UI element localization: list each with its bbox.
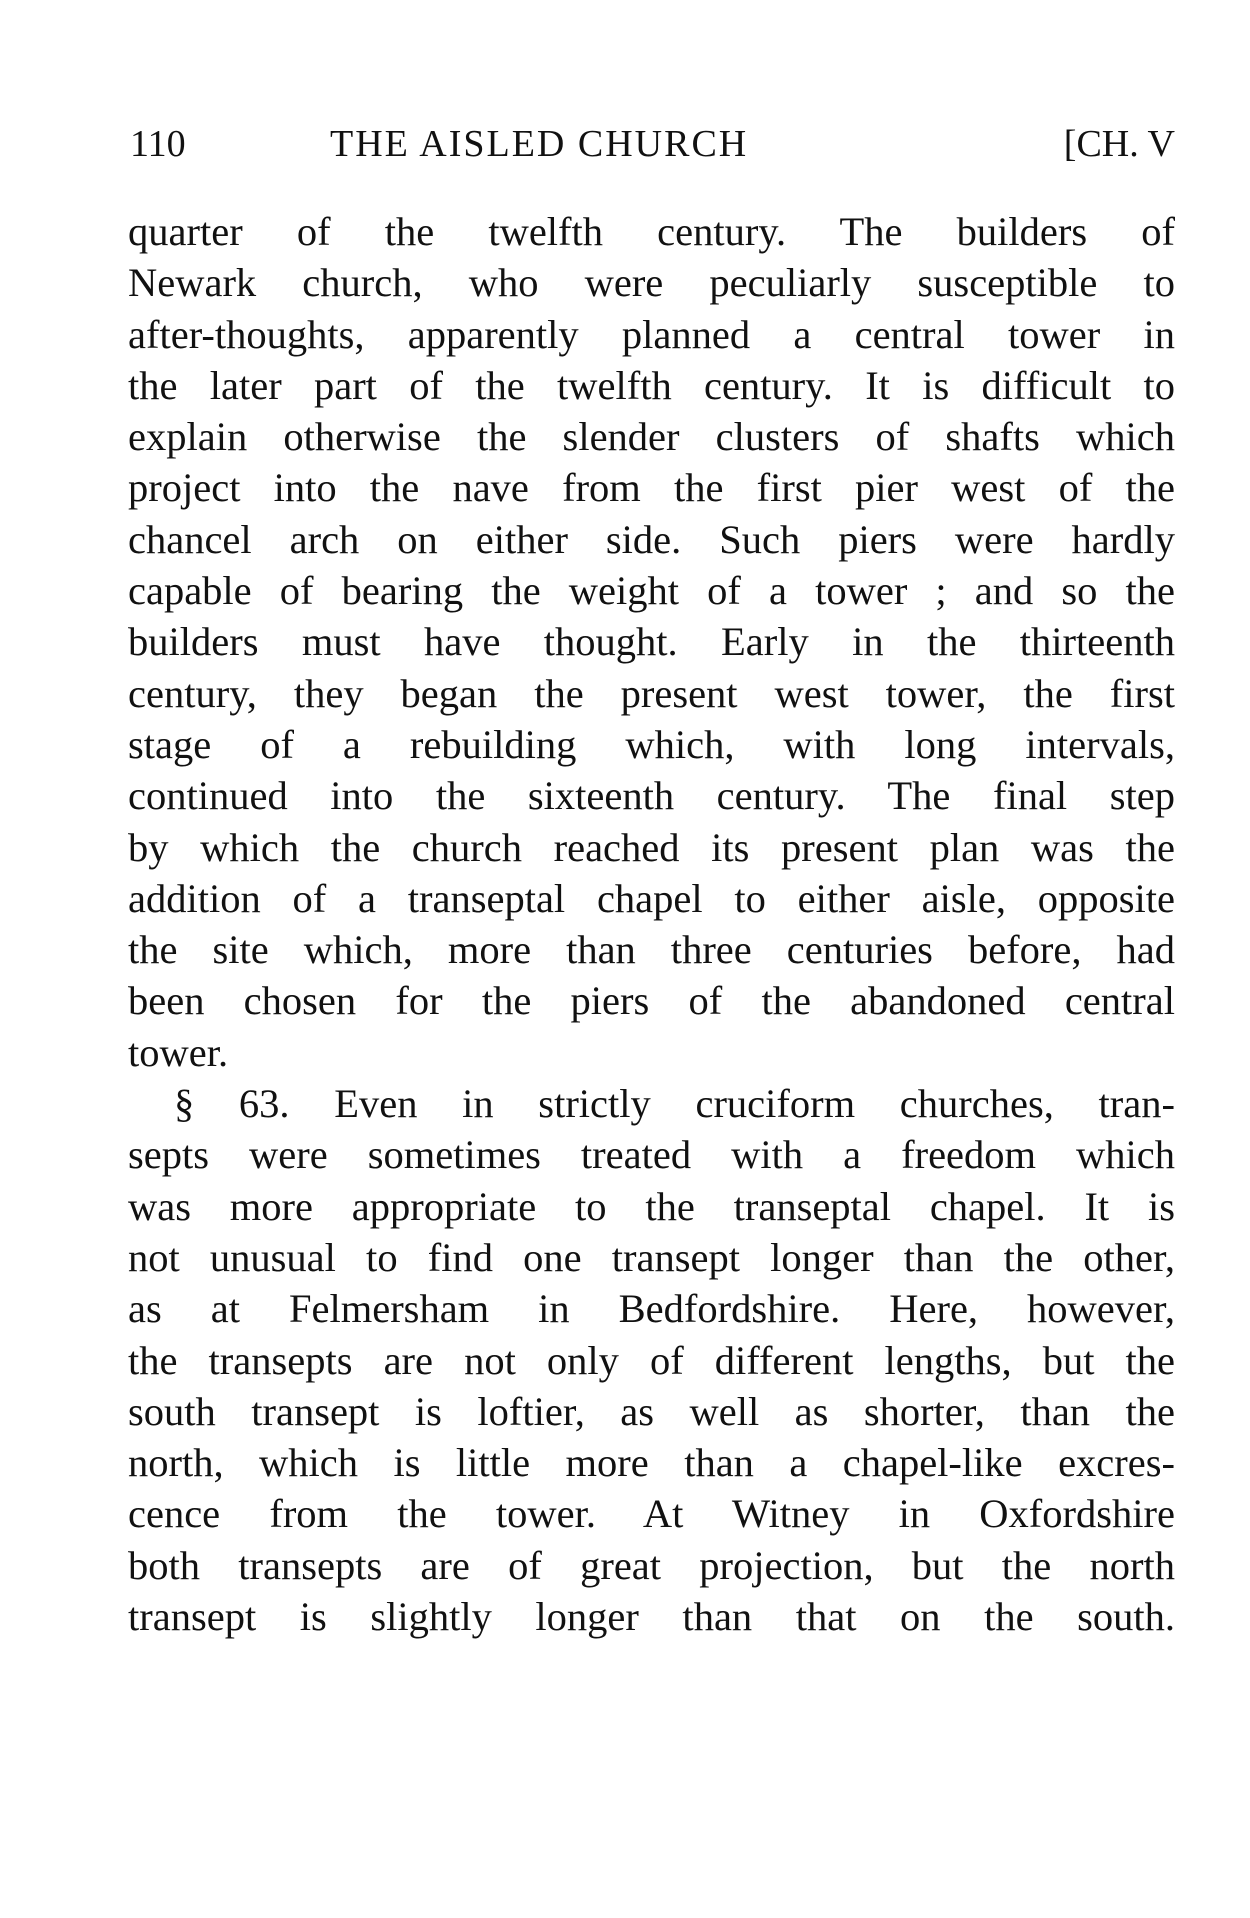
text-line: capable of bearing the weight of a tower ; and so the [128,568,1175,614]
text-line: stage of a rebuilding which, with long intervals, [128,721,1175,767]
text-line: been chosen for the piers of the abandoned central [128,978,1175,1024]
text-line: quarter of the twelfth century. The builders of [128,209,1175,254]
text-line: addition of a transeptal chapel to either aisle, opposite [128,875,1175,921]
text-line: builders must have thought. Early in the thirteenth [128,619,1175,665]
text-line: continued into the sixteenth century. The final step [128,773,1175,819]
text-line: cence from the tower. At Witney in Oxfordshire [128,1491,1175,1537]
text-line: the site which, more than three centuries before, had [128,927,1175,973]
text-line: explain otherwise the slender clusters of shafts which [128,414,1175,460]
text-line: Newark church, who were peculiarly susceptible to [128,260,1175,306]
text-line: north, which is little more than a chapel-like excres- [128,1440,1175,1486]
text-line: as at Felmersham in Bedfordshire. Here, however, [128,1286,1175,1332]
text-line: was more appropriate to the transeptal chapel. It is [128,1183,1175,1229]
running-header [130,122,1175,172]
running-title: THE AISLED CHURCH [330,123,749,165]
chapter-label: [CH. V [1063,123,1175,165]
text-line: not unusual to find one transept longer than the other, [128,1234,1175,1280]
text-line: both transepts are of great projection, but the north [128,1542,1175,1588]
text-line: south transept is loftier, as well as shorter, than the [128,1388,1175,1434]
text-line: century, they began the present west tower, the first [128,670,1175,716]
text-line: after-thoughts, apparently planned a central tower in [128,311,1175,357]
text-line: the transepts are not only of different lengths, but the [128,1337,1175,1383]
text-line: § 63. Even in strictly cruciform churches, tran- [174,1081,1175,1127]
body-text [128,206,1175,1642]
text-line: transept is slightly longer than that on the south. [128,1594,1175,1640]
text-line: septs were sometimes treated with a freedom which [128,1132,1175,1178]
text-line: chancel arch on either side. Such piers were hardly [128,516,1175,562]
text-line: project into the nave from the first pier west of the [128,465,1175,511]
text-line: tower. [128,1029,229,1075]
page-number: 110 [130,123,186,165]
text-line: the later part of the twelfth century. It is difficult to [128,362,1175,408]
text-line: by which the church reached its present plan was the [128,824,1175,870]
